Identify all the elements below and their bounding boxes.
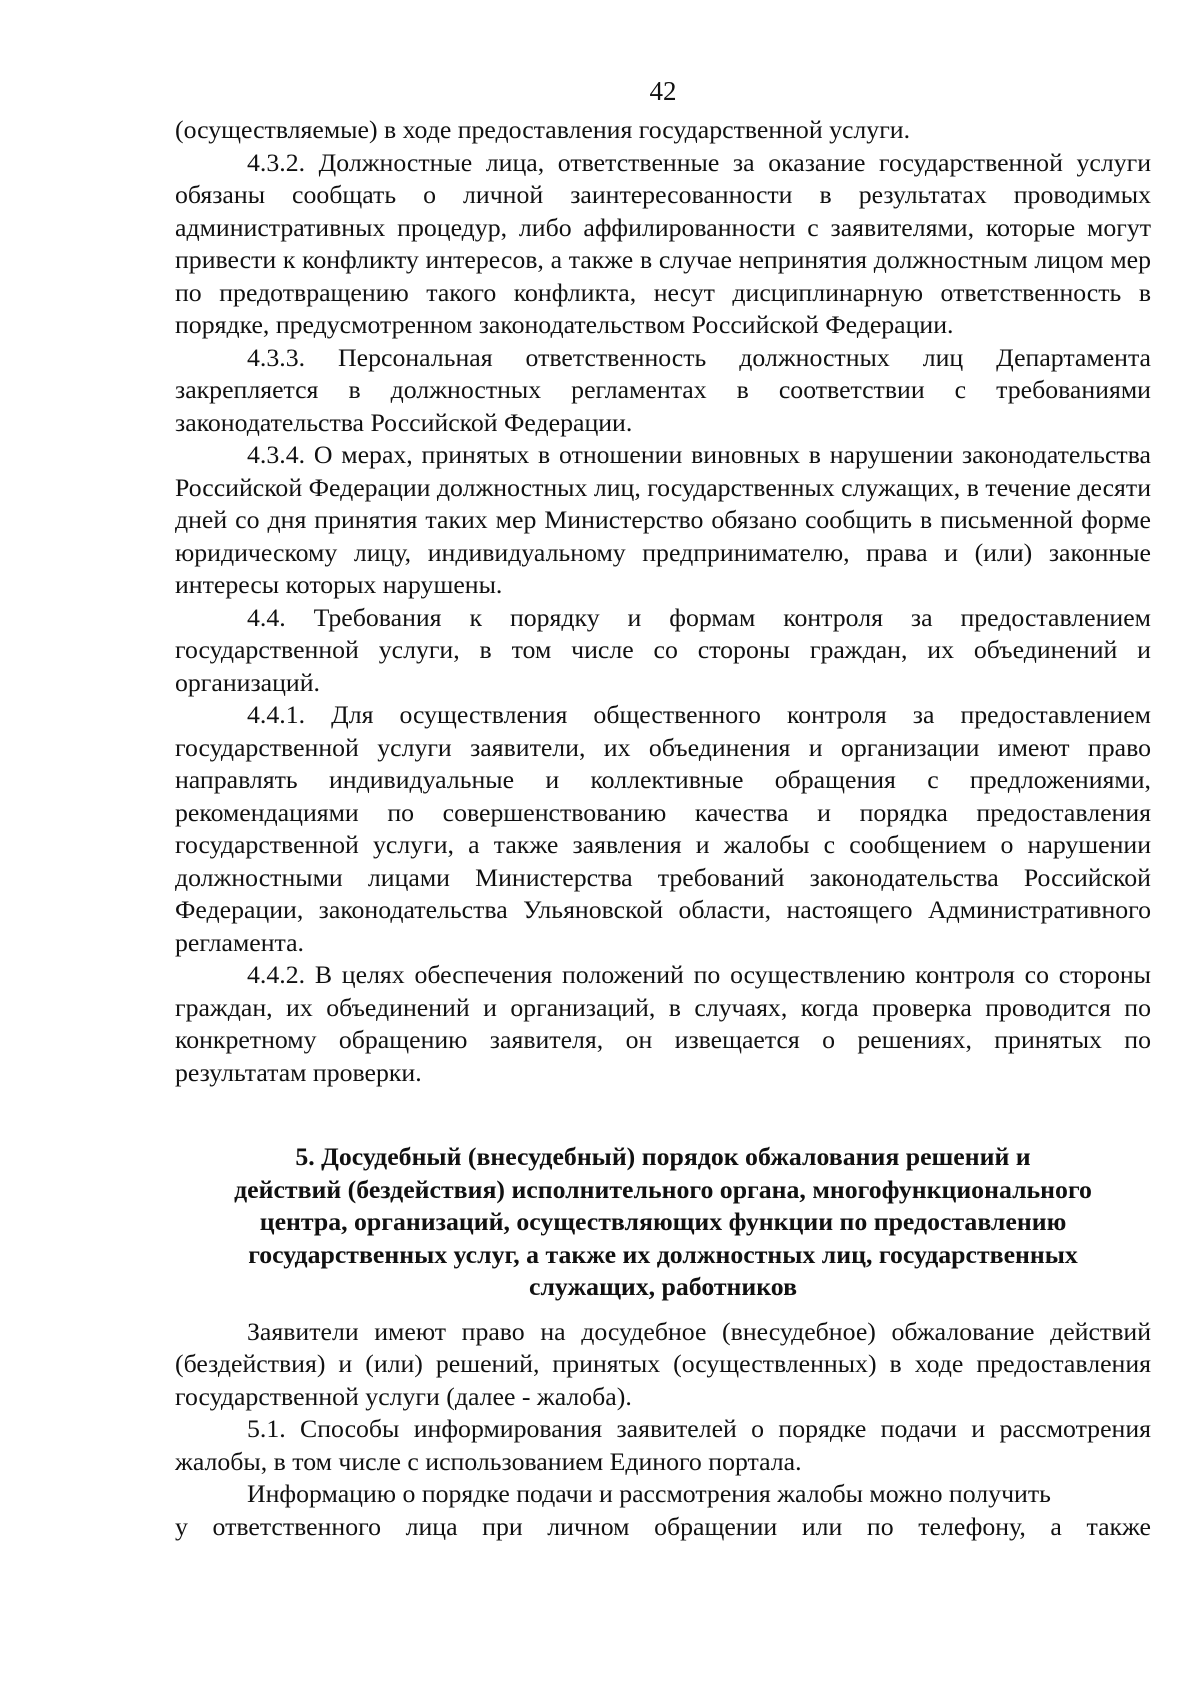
- paragraph-line: Информацию о порядке подачи и рассмотрения жалобы можно получить: [247, 1479, 1051, 1508]
- page-number: 42: [649, 76, 677, 106]
- paragraph-4-4-1: 4.4.1. Для осуществления общественного контроля за предоставлением государственной услуги заявители, их объединения и организации имеют право направлять индивидуальные и коллективные обращения с предложениями, рекомендациями по совершенствованию качества и порядка предоставления государственной услуги, а также заявления и жалобы с сообщением о нарушении должностными лицами Министерства требований законодательства Российской Федерации, законодательства Ульяновской области, настоящего Административного регламента.: [175, 700, 1151, 957]
- paragraph-4-3-2: 4.3.2. Должностные лица, ответственные за оказание государственной услуги обязаны сообщать о личной заинтересованности в результатах проводимых административных процедур, либо аффилированности с заявителями, которые могут привести к конфликту интересов, а также в случае непринятия должностным лицом мер по предотвращению такого конфликта, несут дисциплинарную ответственность в порядке, предусмотренном законодательством Российской Федерации.: [175, 147, 1151, 339]
- heading-line: действий (бездействия) исполнительного органа, многофункционального: [234, 1174, 1092, 1204]
- paragraph-4-4-2: 4.4.2. В целях обеспечения положений по осуществлению контроля со стороны граждан, их объединений и организаций, в случаях, когда проверка проводится по конкретному обращению заявителя, он извещается о решениях, принятых по результатам проверки.: [175, 960, 1151, 1087]
- paragraph-continuation: (осуществляемые) в ходе предоставления государственной услуги.: [175, 115, 911, 144]
- paragraph-line: у ответственного лица при личном обращении или по телефону, а также: [175, 1511, 1151, 1541]
- paragraph-4-4: 4.4. Требования к порядку и формам контроля за предоставлением государственной услуги, в том числе со стороны граждан, их объединений и организаций.: [175, 602, 1151, 697]
- paragraph-appeal-right: Заявители имеют право на досудебное (внесудебное) обжалование действий (бездействия) и (или) решений, принятых (осуществленных) в ходе предоставления государственной услуги (далее - жалоба).: [175, 1316, 1151, 1411]
- heading-line: служащих, работников: [529, 1272, 797, 1301]
- paragraph-information: [175, 1478, 1151, 1543]
- paragraph-5-1: 5.1. Способы информирования заявителей о порядке подачи и рассмотрения жалобы, в том числе с использованием Единого портала.: [175, 1414, 1151, 1476]
- section-5-heading: [175, 1141, 1151, 1304]
- heading-line: центра, организаций, осуществляющих функции по предоставлению: [259, 1207, 1067, 1236]
- paragraph-4-3-3: 4.3.3. Персональная ответственность должностных лиц Департамента закрепляется в должностных регламентах в соответствии с требованиями законодательства Российской Федерации.: [175, 342, 1151, 437]
- document-page: [175, 68, 1151, 1543]
- heading-line: государственных услуг, а также их должностных лиц, государственных: [248, 1239, 1078, 1269]
- heading-line: 5. Досудебный (внесудебный) порядок обжалования решений и: [295, 1142, 1031, 1171]
- paragraph-4-3-4: 4.3.4. О мерах, принятых в отношении виновных в нарушении законодательства Российской Федерации должностных лиц, государственных служащих, в течение десяти дней со дня принятия таких мер Министерство обязано сообщить в письменной форме юридическому лицу, индивидуальному предпринимателю, права и (или) законные интересы которых нарушены.: [175, 440, 1151, 599]
